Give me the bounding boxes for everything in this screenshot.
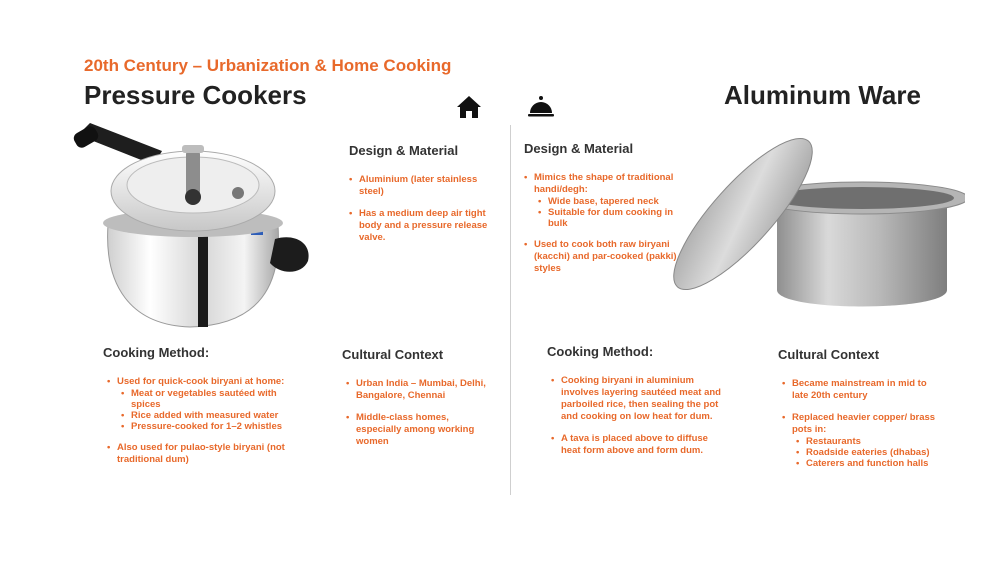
pressure-cooking-title: Cooking Method:: [103, 345, 210, 360]
pressure-cooking-section: [103, 345, 288, 476]
list-item-text: Replaced heavier copper/ brass pots in:: [792, 412, 936, 435]
aluminum-cooking-section: [547, 344, 727, 467]
sub-list-item: • Restaurants: [796, 436, 943, 447]
aluminum-design-list: [524, 172, 684, 275]
food-cloche-icon: [527, 93, 555, 121]
aluminum-cooking-title: Cooking Method:: [547, 344, 654, 359]
list-item: • Aluminium (later stainless steel): [349, 174, 499, 198]
aluminum-culture-title: Cultural Context: [778, 347, 880, 362]
list-item: [782, 412, 943, 469]
aluminum-ware-title: Aluminum Ware: [724, 80, 921, 110]
list-item: [524, 172, 684, 229]
list-item: • Has a medium deep air tight body and a pressure release valve.: [349, 208, 499, 244]
pressure-culture-list: [342, 378, 492, 448]
pressure-design-section: [349, 143, 499, 254]
sub-list-item: • Pressure-cooked for 1–2 whistles: [121, 421, 288, 432]
sub-list: [117, 388, 288, 432]
aluminum-culture-list: [778, 378, 943, 469]
section-eyebrow: 20th Century – Urbanization & Home Cooking: [84, 56, 452, 75]
list-item: [107, 376, 288, 432]
pressure-culture-title: Cultural Context: [342, 347, 444, 362]
list-item: • Cooking biryani in aluminium involves layering sautéed meat and parboiled rice, then sealing the pot and cooking on low heat for dum.: [551, 375, 727, 423]
pressure-cooker-image: [70, 115, 315, 335]
pressure-culture-section: [342, 347, 492, 458]
pressure-cookers-title: Pressure Cookers: [84, 80, 307, 110]
list-item-text: Used for quick-cook biryani at home:: [117, 376, 285, 387]
aluminum-design-title: Design & Material: [524, 141, 634, 156]
aluminum-cooking-list: [547, 375, 727, 457]
sub-list-item: • Rice added with measured water: [121, 410, 288, 421]
sub-list-item: • Roadside eateries (dhabas): [796, 447, 943, 458]
list-item: • Urban India – Mumbai, Delhi, Bangalore, Chennai: [346, 378, 492, 402]
house-icon: [455, 93, 483, 121]
sub-list-item: • Caterers and function halls: [796, 458, 943, 469]
pressure-design-list: [349, 174, 499, 244]
pressure-design-title: Design & Material: [349, 143, 459, 158]
sub-list-item: • Meat or vegetables sautéed with spices: [121, 388, 288, 410]
aluminum-design-section: [524, 141, 684, 285]
list-item: • Also used for pulao-style biryani (not traditional dum): [107, 442, 288, 466]
sub-list-item: • Wide base, tapered neck: [538, 196, 684, 207]
list-item-text: Mimics the shape of traditional handi/degh:: [534, 172, 674, 195]
sub-list: [534, 196, 684, 229]
list-item: • A tava is placed above to diffuse heat form above and form dum.: [551, 433, 727, 457]
list-item: • Became mainstream in mid to late 20th century: [782, 378, 943, 402]
pressure-cooking-list: [103, 376, 288, 466]
sub-list-item: • Suitable for dum cooking in bulk: [538, 207, 684, 229]
aluminum-culture-section: [778, 347, 943, 479]
center-divider: [510, 125, 511, 495]
list-item: • Used to cook both raw biryani (kacchi) and par-cooked (pakki) styles: [524, 239, 684, 275]
sub-list: [792, 436, 943, 469]
aluminum-pot-image: [665, 122, 965, 322]
list-item: • Middle-class homes, especially among working women: [346, 412, 492, 448]
